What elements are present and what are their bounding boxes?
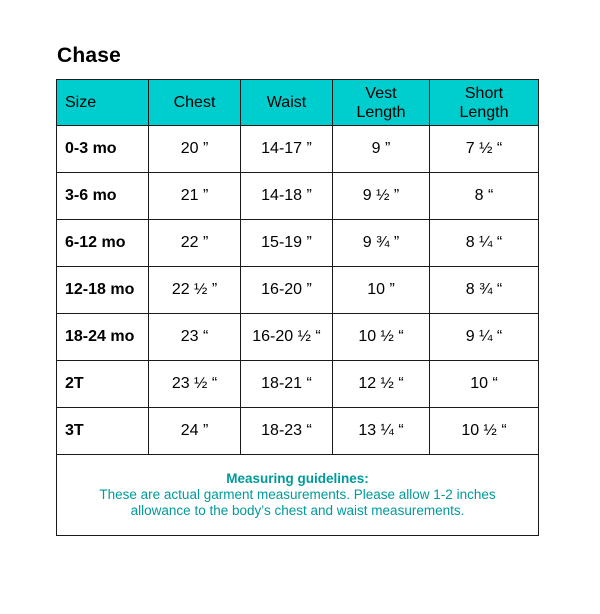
size-cell: 0-3 mo	[57, 126, 149, 173]
size-cell: 2T	[57, 361, 149, 408]
short-length-cell: 8 “	[430, 173, 539, 220]
waist-cell: 14-17 ”	[241, 126, 333, 173]
header-short-line2: Length	[459, 103, 509, 121]
table-row	[57, 361, 539, 408]
short-length-cell: 9 ¼ “	[430, 314, 539, 361]
notes-row	[57, 455, 539, 536]
vest-length-cell: 9 ½ ”	[333, 173, 430, 220]
vest-length-cell: 10 ”	[333, 267, 430, 314]
short-length-cell: 10 “	[430, 361, 539, 408]
waist-cell: 15-19 ”	[241, 220, 333, 267]
notes-title: Measuring guidelines:	[226, 471, 369, 486]
header-vest-length	[333, 80, 430, 126]
waist-cell: 16-20 ”	[241, 267, 333, 314]
vest-length-cell: 9 ”	[333, 126, 430, 173]
header-waist: Waist	[241, 80, 333, 126]
short-length-cell: 8 ¾ “	[430, 267, 539, 314]
table-header-row	[57, 80, 539, 126]
header-chest: Chest	[149, 80, 241, 126]
header-vest-line1: Vest	[365, 84, 397, 102]
size-cell: 3T	[57, 408, 149, 455]
table-row	[57, 408, 539, 455]
header-size: Size	[57, 80, 149, 126]
chest-cell: 23 ½ “	[149, 361, 241, 408]
header-vest-line2: Length	[356, 103, 406, 121]
notes-body: These are actual garment measurements. Please allow 1-2 inches allowance to the body’s chest and waist measurements.	[99, 487, 496, 518]
table-row	[57, 126, 539, 173]
measuring-guidelines	[57, 455, 539, 536]
header-short-length	[430, 80, 539, 126]
size-cell: 12-18 mo	[57, 267, 149, 314]
short-length-cell: 10 ½ “	[430, 408, 539, 455]
chest-cell: 22 ”	[149, 220, 241, 267]
vest-length-cell: 13 ¼ “	[333, 408, 430, 455]
size-chart-table	[56, 79, 539, 536]
chest-cell: 23 “	[149, 314, 241, 361]
table-row	[57, 314, 539, 361]
page-title: Chase	[57, 44, 122, 67]
header-short-line1: Short	[464, 84, 504, 102]
table-row	[57, 267, 539, 314]
chest-cell: 21 ”	[149, 173, 241, 220]
vest-length-cell: 12 ½ “	[333, 361, 430, 408]
waist-cell: 18-23 “	[241, 408, 333, 455]
waist-cell: 14-18 ”	[241, 173, 333, 220]
table-row	[57, 220, 539, 267]
chest-cell: 24 ”	[149, 408, 241, 455]
table-row	[57, 173, 539, 220]
short-length-cell: 7 ½ “	[430, 126, 539, 173]
chest-cell: 20 ”	[149, 126, 241, 173]
waist-cell: 18-21 “	[241, 361, 333, 408]
size-cell: 18-24 mo	[57, 314, 149, 361]
waist-cell: 16-20 ½ “	[241, 314, 333, 361]
size-cell: 3-6 mo	[57, 173, 149, 220]
vest-length-cell: 9 ¾ ”	[333, 220, 430, 267]
size-cell: 6-12 mo	[57, 220, 149, 267]
chest-cell: 22 ½ ”	[149, 267, 241, 314]
short-length-cell: 8 ¼ “	[430, 220, 539, 267]
vest-length-cell: 10 ½ “	[333, 314, 430, 361]
